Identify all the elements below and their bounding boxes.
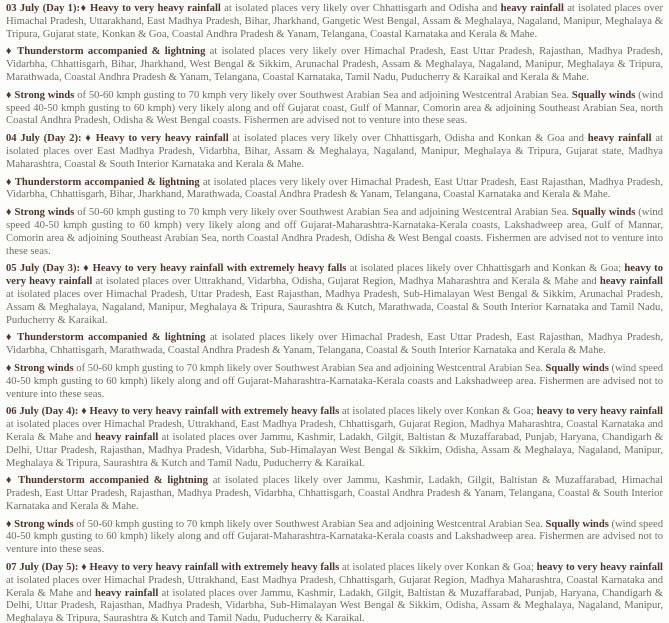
bold-emphasis-text: 05 July (Day 3): ♦ Heavy to very heavy rainfall with extremely heavy falls	[6, 263, 347, 275]
body-text: of 50-60 kmph gusting to 70 kmph likely over Southwest Arabian Sea and adjoining Westcentral Arabian Sea.	[73, 362, 546, 374]
body-text: of 50-60 kmph gusting to 70 kmph very likely over Southwest Arabian Sea and adjoining Westcentral Arabian Sea.	[74, 89, 572, 101]
body-text: at isolated places over East Madhya Pradesh, Vidarbha, Bihar, Assam & Meghalaya, Nagaland, Manipur, Meghalaya & Tripura, Gujarat state, Madhya Maharashtra, Coastal & South Interior Karnataka and Kerala & Mahe.	[6, 133, 663, 170]
bold-emphasis-text: Squally winds	[545, 518, 609, 530]
paragraph-day4-strong-winds	[6, 519, 663, 557]
paragraph-day3-rainfall	[6, 263, 663, 327]
paragraph-day3-thunderstorm	[6, 332, 663, 358]
body-text: at isolated places very likely over Himachal Pradesh, East Uttar Pradesh, East Rajasthan, Madhya Pradesh, Vidarbha, Chhattisgarh, Bihar, Jharkhand, Marathwada, Coastal Andhra Pradesh & Yanam, Telangana, Coastal Karnataka and Kerala & Mahe.	[6, 176, 663, 201]
body-text: at isolated places over Jammu, Kashmir, Ladakh, Gilgit, Baltistan & Muzaffarabad, Punjab, Haryana, Chandigarh & Delhi, Uttar Pradesh, Rajasthan, Madhya Pradesh, Vidarbha, Sub-Himalayan West Bengal & Sikkim, Odisha, Assam & Meghalaya, Nagaland, Manipur, Meghalaya & Tripura, Saurashtra & Kutch and Tamil Nadu, Puducherry & Karaikal.	[6, 431, 663, 469]
body-text: at isolated places likely over Konkan & Goa;	[339, 562, 537, 574]
body-text: at isolated places likely over Chhattisgarh and Konkan & Goa;	[346, 263, 625, 275]
body-text: at isolated places over Himachal Pradesh, Uttarakhand, East Madhya Pradesh, Bihar, Jharkhand, Gangetic West Bengal, Assam & Meghalaya, Nagaland, Manipur, Meghalaya & Tripura, Gujarat state, Konkan & Goa, Coastal Andhra Pradesh & Yanam, Telangana, Coastal Karnataka and Kerala & Mahe.	[6, 3, 663, 40]
body-text: at isolated places over Himachal Pradesh, Uttar Pradesh, East Rajasthan, Madhya Pradesh, Sub-Himalayan West Bengal & Sikkim, Arunachal Pradesh, Assam & Meghalaya, Nagaland, Manipur, Meghalaya & Tripura, Saurashtra & Kutch, Marathwada, Coastal & South Interior Karnataka and Tamil Nadu, Puducherry & Karaikal.	[6, 288, 663, 326]
paragraph-day2-strong-winds	[6, 207, 663, 258]
paragraph-day4-rainfall	[6, 406, 663, 470]
bold-emphasis-text: heavy rainfall	[500, 3, 564, 14]
bold-emphasis-text: Squally winds	[571, 207, 636, 219]
paragraph-day3-strong-winds	[6, 363, 663, 401]
body-text: at isolated places over Himachal Pradesh, Uttrakhand, East Madhya Pradesh, Chhattisgarh, Gujarat Region, Madhya Maharashtra, Coastal Karnataka and Kerala & Mahe and	[6, 419, 663, 443]
body-text: at isolated places very likely over Chhattisgarh and Odisha and	[220, 3, 501, 14]
bold-emphasis-text: 03 July (Day 1):♦ Heavy to very heavy rainfall	[6, 3, 221, 14]
bold-emphasis-text: heavy rainfall	[94, 587, 159, 599]
body-text: at isolated places over Jammu, Kashmir, Ladakh, Gilgit, Baltistan & Muzaffarabad, Punjab, Haryana, Chandigarh & Delhi, Uttar Pradesh, Rajasthan, Madhya Pradesh, Vidarbha, Sub-Himalayan West Bengal & Sikkim, Odisha, Assam & Meghalaya, Nagaland, Manipur, Meghalaya & Tripura, Saurashtra & Kutch and Tamil Nadu, Puducherry & Karaikal.	[6, 587, 663, 623]
paragraph-day5-rainfall	[6, 562, 663, 623]
bulletin-body	[6, 3, 663, 623]
body-text: of 50-60 kmph gusting to 70 kmph very likely over Southwest Arabian Sea and adjoining Westcentral Arabian Sea.	[74, 207, 572, 219]
bold-emphasis-text: heavy rainfall	[587, 133, 652, 145]
bold-emphasis-text: Squally winds	[545, 362, 609, 374]
bold-emphasis-text: 06 July (Day 4): ♦ Heavy to very heavy rainfall with extremely heavy falls	[6, 406, 340, 418]
body-text: at isolated places very likely over Chhattisgarh, Odisha and Konkan & Goa and	[228, 133, 588, 145]
bold-emphasis-text: ♦ Strong winds	[6, 362, 74, 374]
bold-emphasis-text: Squally winds	[571, 89, 636, 101]
bold-emphasis-text: ♦ Strong winds	[6, 89, 75, 101]
body-text: at isolated places very likely over Himachal Pradesh, East Uttar Pradesh, Rajasthan, Madhya Pradesh, Vidarbha, Chhattisgarh, Bihar, Jharkhand, West Bengal & Sikkim, Arunachal Pradesh, Assam & Meghalaya, Nagaland, Manipur, Meghalaya & Tripura, Marathwada, Coastal Andhra Pradesh & Yanam, Telangana, Coastal Karnataka, Tamil Nadu, Puducherry & Karaikal and Kerala & Mahe.	[6, 46, 663, 83]
paragraph-day1-strong-winds	[6, 90, 663, 128]
paragraph-day1-rainfall	[6, 3, 663, 41]
paragraph-day2-thunderstorm	[6, 177, 663, 203]
body-text: of 50-60 kmph gusting to 70 kmph likely over Southwest Arabian Sea and adjoining Westcentral Arabian Sea.	[73, 518, 546, 530]
bold-emphasis-text: ♦ Thunderstorm accompanied & lightning	[6, 46, 206, 58]
bold-emphasis-text: heavy to very heavy rainfall	[536, 406, 663, 418]
paragraph-day2-rainfall	[6, 133, 663, 171]
bold-emphasis-text: heavy to very heavy rainfall	[6, 263, 664, 288]
bold-emphasis-text: 04 July (Day 2): ♦ Heavy to very heavy rainfall	[6, 133, 229, 145]
paragraph-day4-thunderstorm	[6, 475, 663, 513]
bold-emphasis-text: ♦ Thunderstorm accompanied & lightning	[6, 332, 206, 344]
body-text: (wind speed 40-50 kmph gusting to 60 kmph) likely along and off Gujarat-Maharashtra-Karnataka-Kerala coasts and Lakshadweep area. Fishermen are advised not to venture into these seas.	[6, 518, 663, 556]
bold-emphasis-text: ♦ Thunderstorm accompanied & lightning	[6, 475, 208, 487]
paragraph-day1-thunderstorm	[6, 46, 663, 84]
bold-emphasis-text: 07 July (Day 5): ♦ Heavy to very heavy rainfall with extremely heavy falls	[6, 562, 340, 574]
body-text: (wind speed 40-50 kmph gusting to 60 kmph) very likely along and off Gujarat-Maharashtra-Karnataka-Kerala coasts, Lakshadweep area, Gulf of Mannar, Comorin area & adjoining Southeast Arabian Sea, north Coastal Andhra Pradesh, Odisha & West Bengal coasts. Fishermen are advised not to venture into these seas.	[6, 207, 663, 257]
bold-emphasis-text: heavy to very heavy rainfall	[536, 562, 663, 574]
bold-emphasis-text: ♦ Strong winds	[6, 518, 74, 530]
body-text: at isolated places likely over Himachal Pradesh, East Uttar Pradesh, East Rajasthan, Madhya Pradesh, Vidarbha, Chhattisgarh, Marathwada, Coastal Andhra Pradesh & Yanam, Telangana, Coastal & South Interior Karnataka and Kerala & Mahe.	[6, 332, 663, 357]
bold-emphasis-text: heavy rainfall	[599, 276, 663, 288]
body-text: (wind speed 40-50 kmph gusting to 60 kmph) likely along and off Gujarat-Maharashtra-Karnataka-Kerala coasts and Lakshadweep area. Fishermen are advised not to venture into these seas.	[6, 362, 663, 400]
body-text: at isolated places likely over Konkan & Goa;	[339, 406, 537, 418]
bold-emphasis-text: heavy rainfall	[94, 431, 159, 443]
body-text: at isolated places over Himachal Pradesh, Uttrakhand, East Madhya Pradesh, Chhattisgarh, Gujarat Region, Madhya Maharashtra, Coastal Karnataka and Kerala & Mahe and	[6, 574, 663, 599]
body-text: (wind speed 40-50 kmph gusting to 60 kmph) very likely along and off Gujarat coast, Gulf of Mannar, Comorin area & adjoining Southeast Arabian Sea, north Coastal Andhra Pradesh, Odisha & West Bengal coasts. Fishermen are advised not to venture into these seas.	[6, 89, 663, 127]
bold-emphasis-text: ♦ Strong winds	[6, 207, 75, 219]
body-text: at isolated places over Uttrakhand, Vidarbha, Odisha, Gujarat Region, Madhya Maharashtra and Kerala & Mahe and	[92, 276, 600, 288]
body-text: at isolated places likely over Jammu, Kashmir, Ladakh, Gilgit, Baltistan & Muzaffarabad, Himachal Pradesh, East Uttar Pradesh, Rajasthan, Madhya Pradesh, Vidarbha, Chhattisgarh, Coastal Andhra Pradesh & Yanam, Telangana, Coastal & South Interior Karnataka and Kerala & Mahe.	[6, 475, 663, 512]
bold-emphasis-text: ♦ Thunderstorm accompanied & lightning	[6, 176, 200, 188]
